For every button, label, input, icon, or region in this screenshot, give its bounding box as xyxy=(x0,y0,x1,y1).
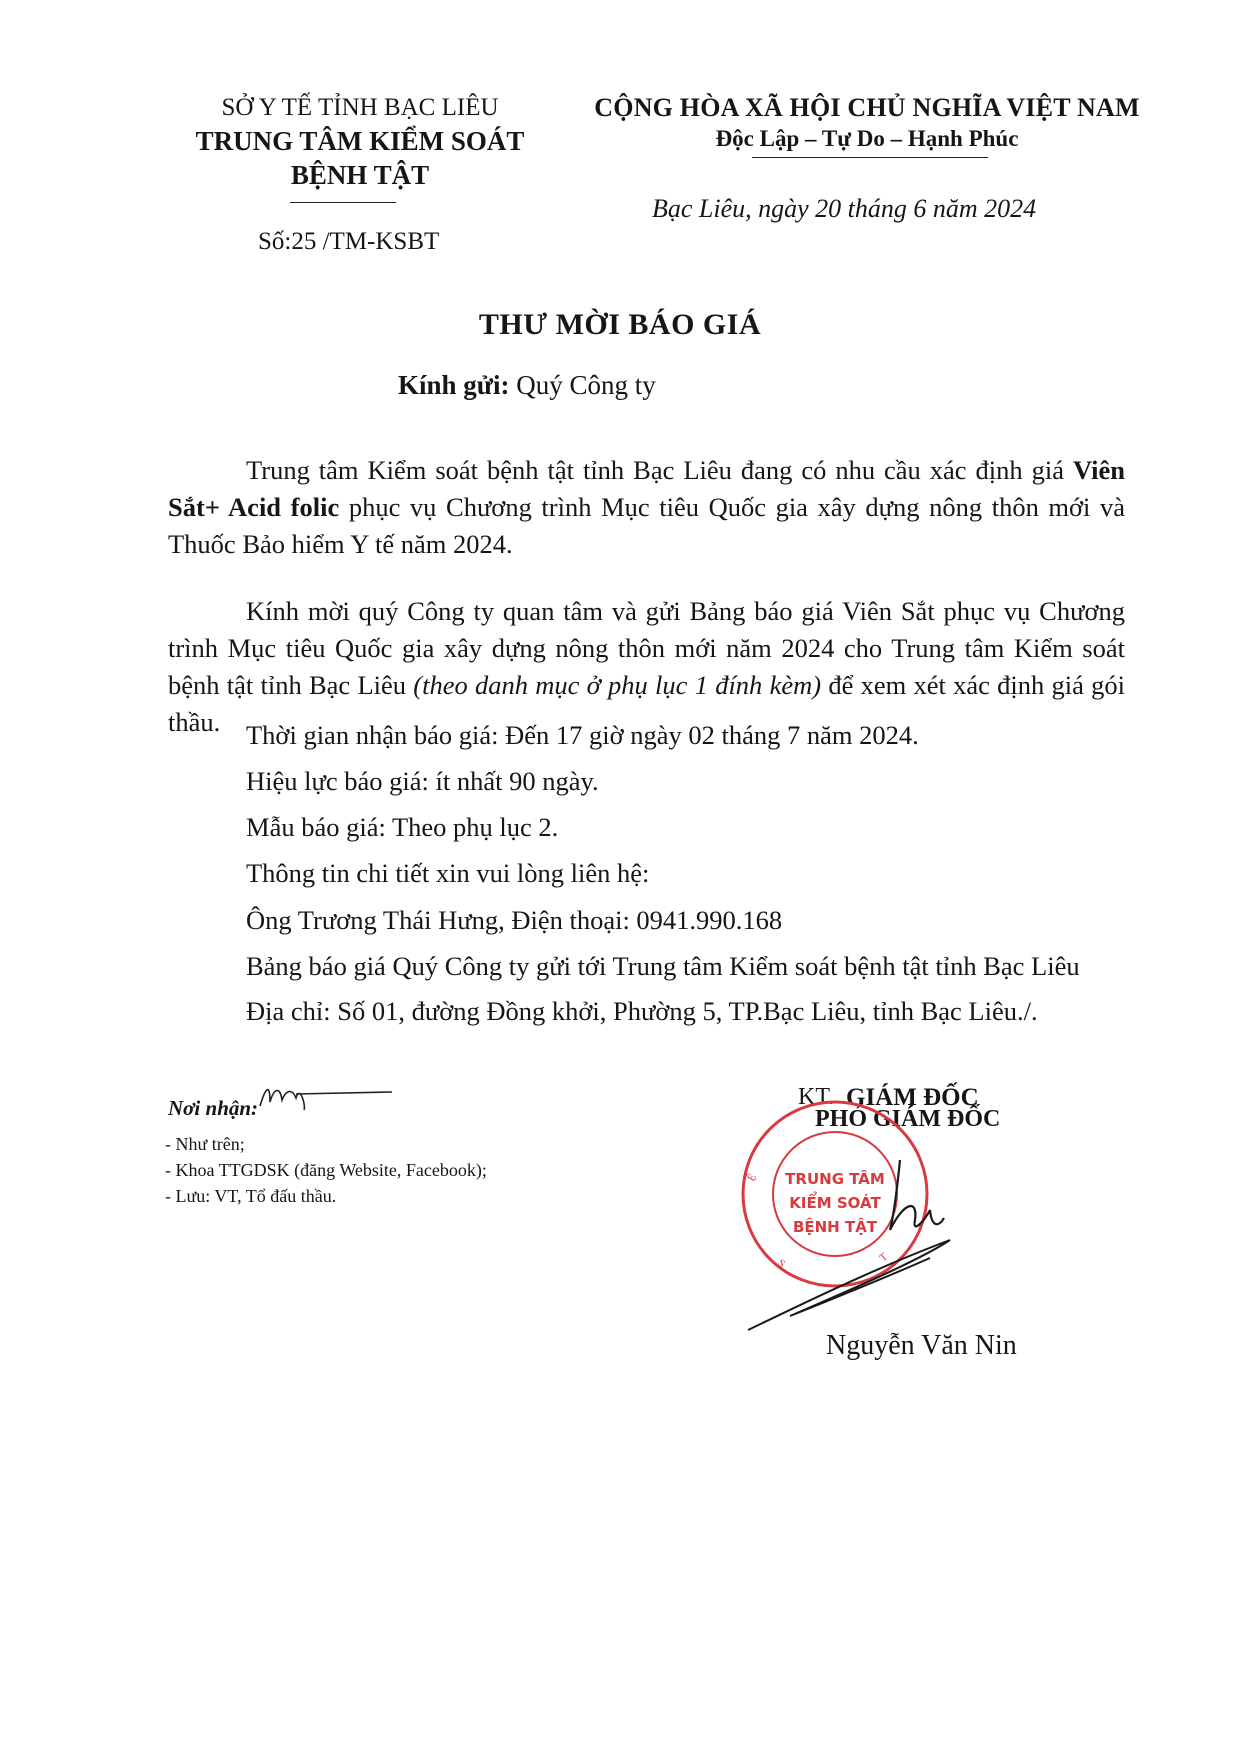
p2-text-a: Kính mời quý Công ty quan tâm và gửi Bảng báo giá Viên Sắt phục vụ Chương trình Mục tiêu Quốc gia xây dựng nông thôn mới năm 2024 cho Trung tâm Kiểm soát bệnh tật tỉnh Bạc Liêu xyxy=(168,596,1125,700)
recipients-label: Nơi nhận: xyxy=(168,1096,259,1120)
p2-text-b: để xem xét xác định giá gói thầu. xyxy=(168,670,1125,737)
parent-agency: SỞ Y TẾ TỈNH BẠC LIÊU xyxy=(221,94,499,121)
submission-line: Bảng báo giá Quý Công ty gửi tới Trung tâm Kiểm soát bệnh tật tỉnh Bạc Liêu xyxy=(246,951,1080,981)
address-line: Địa chỉ: Số 01, đường Đồng khởi, Phường 5, TP.Bạc Liêu, tỉnh Bạc Liêu./. xyxy=(246,996,1038,1026)
recipient-item: - Lưu: VT, Tổ đấu thầu. xyxy=(165,1186,337,1206)
body-paragraph-2 xyxy=(168,593,1125,741)
svg-text:Ệ: Ệ xyxy=(745,1171,759,1184)
agency-name-line1: TRUNG TÂM KIỂM SOÁT xyxy=(195,126,525,156)
date-line: Bạc Liêu, ngày 20 tháng 6 năm 2024 xyxy=(652,194,1037,223)
issuing-agency-block xyxy=(170,92,550,192)
document-number: Số:25 /TM-KSBT xyxy=(258,228,440,255)
handwritten-signature xyxy=(730,1140,960,1340)
p1-text-b: phục vụ Chương trình Mục tiêu Quốc gia xây dựng nông thôn mới và Thuốc Bảo hiểm Y tế năm 2024. xyxy=(168,492,1126,559)
validity-line: Hiệu lực báo giá: ít nhất 90 ngày. xyxy=(246,766,599,796)
contact-person-line: Ông Trương Thái Hưng, Điện thoại: 0941.990.168 xyxy=(246,905,783,935)
recipient-item: - Khoa TTGDSK (đăng Website, Facebook); xyxy=(165,1160,487,1180)
national-heading-block xyxy=(572,92,1162,154)
signer-name: Nguyễn Văn Nin xyxy=(826,1330,1017,1361)
signer-deputy-title: PHÓ GIÁM ĐỐC xyxy=(815,1106,1001,1132)
svg-text:S: S xyxy=(775,1257,788,1271)
agency-name-line2: BỆNH TẬT xyxy=(290,160,430,190)
contact-intro-line: Thông tin chi tiết xin vui lòng liên hệ: xyxy=(246,858,650,888)
body-paragraph-1 xyxy=(168,452,1125,563)
salutation-recipient: Quý Công ty xyxy=(509,370,656,400)
template-line: Mẫu báo giá: Theo phụ lục 2. xyxy=(246,812,559,842)
stamp-line-3: BỆNH TẬT xyxy=(792,1218,878,1236)
recipient-item: - Như trên; xyxy=(165,1134,245,1154)
signer-title: GIÁM ĐỐC xyxy=(846,1084,979,1111)
salutation xyxy=(398,370,656,401)
stamp-line-1: TRUNG TÂM xyxy=(785,1170,885,1188)
motto-underline xyxy=(752,157,988,158)
initials-mark xyxy=(252,1076,402,1116)
signature-prefix: KT. xyxy=(798,1084,835,1110)
national-motto: Độc Lập – Tự Do – Hạnh Phúc xyxy=(715,126,1019,151)
p1-text-a: Trung tâm Kiểm soát bệnh tật tỉnh Bạc Liêu đang có nhu cầu xác định giá xyxy=(246,455,1073,485)
stamp-line-2: KIỂM SOÁT xyxy=(789,1194,881,1212)
document-title: THƯ MỜI BÁO GIÁ xyxy=(478,308,762,341)
nation-name: CỘNG HÒA XÃ HỘI CHỦ NGHĨA VIỆT NAM xyxy=(594,93,1140,122)
p1-product-name: Viên Sắt+ Acid folic xyxy=(168,455,1125,522)
salutation-label: Kính gửi: xyxy=(398,370,510,400)
deadline-line: Thời gian nhận báo giá: Đến 17 giờ ngày 02 tháng 7 năm 2024. xyxy=(246,720,919,750)
p2-appendix-note: (theo danh mục ở phụ lục 1 đính kèm) xyxy=(413,670,822,700)
svg-text:T: T xyxy=(877,1250,891,1265)
agency-underline xyxy=(290,202,396,203)
